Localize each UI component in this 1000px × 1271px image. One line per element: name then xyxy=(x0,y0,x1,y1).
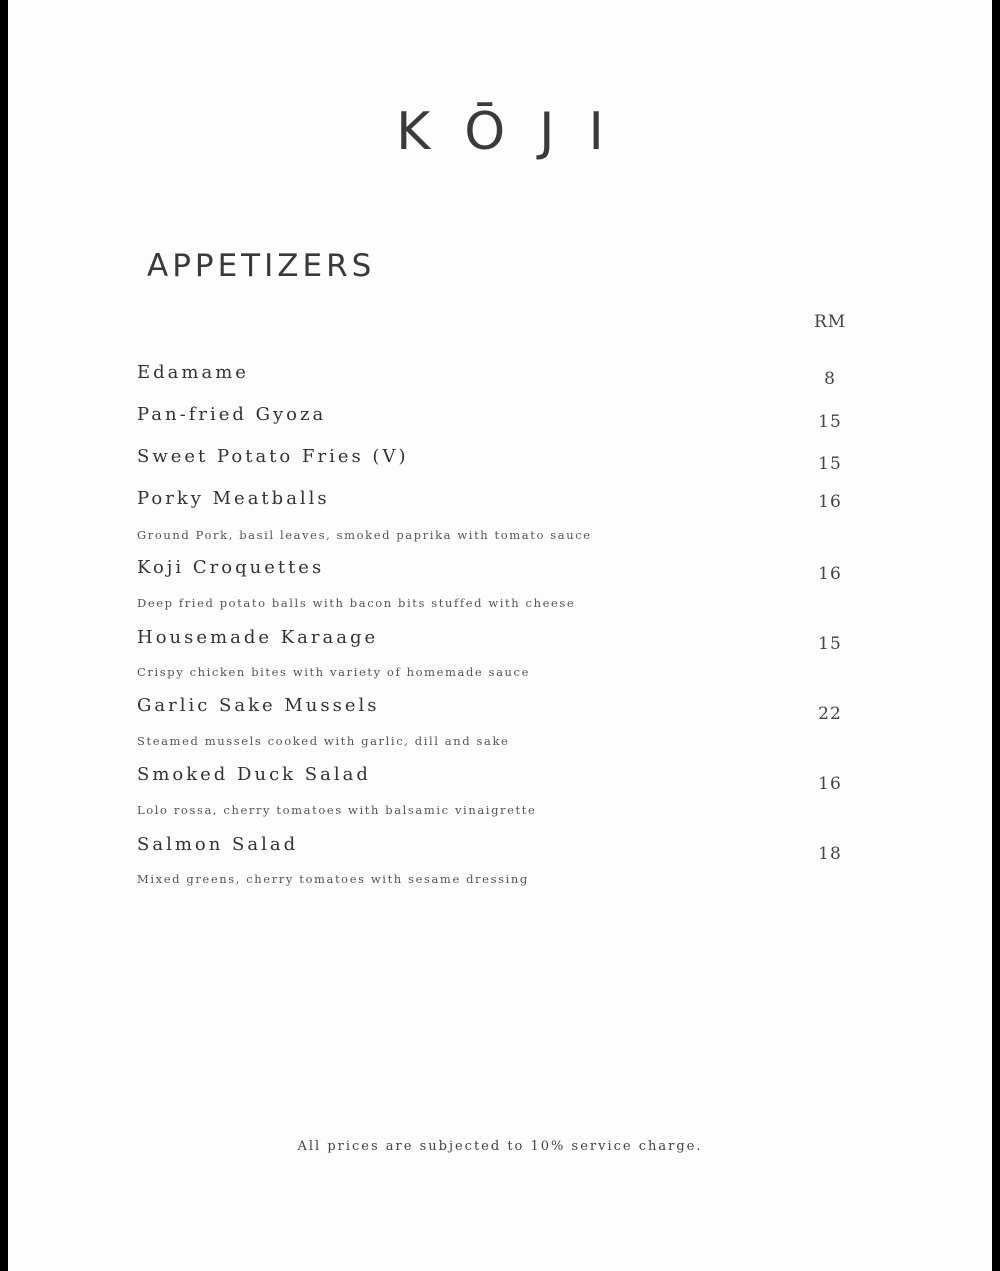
menu-item-price: 8 xyxy=(824,369,836,389)
menu-item-name: Sweet Potato Fries (V) xyxy=(137,446,409,467)
menu-item-name: Garlic Sake Mussels xyxy=(137,695,380,716)
menu-item-description: Steamed mussels cooked with garlic, dill and sake xyxy=(137,734,510,748)
menu-item-price: 16 xyxy=(818,492,842,512)
currency-label: RM xyxy=(814,312,847,332)
menu-item-price: 16 xyxy=(818,564,842,584)
menu-item-name: Edamame xyxy=(137,362,249,383)
menu-item-name: Smoked Duck Salad xyxy=(137,764,371,785)
menu-page xyxy=(8,0,992,1271)
menu-item-name: Housemade Karaage xyxy=(137,627,379,648)
service-charge-note: All prices are subjected to 10% service charge. xyxy=(297,1139,703,1154)
menu-item-description: Lolo rossa, cherry tomatoes with balsamic vinaigrette xyxy=(137,803,537,817)
menu-item-price: 15 xyxy=(818,454,842,474)
menu-item-price: 18 xyxy=(818,844,842,864)
menu-item-description: Deep fried potato balls with bacon bits stuffed with cheese xyxy=(137,596,576,610)
brand-logo: KŌJI xyxy=(396,102,638,162)
menu-item-name: Porky Meatballs xyxy=(137,488,330,509)
menu-item-description: Crispy chicken bites with variety of homemade sauce xyxy=(137,665,530,679)
menu-item-name: Pan-fried Gyoza xyxy=(137,404,327,425)
menu-item-name: Koji Croquettes xyxy=(137,557,325,578)
section-title: APPETIZERS xyxy=(147,248,376,284)
menu-item-description: Mixed greens, cherry tomatoes with sesame dressing xyxy=(137,872,529,886)
menu-item-price: 22 xyxy=(818,704,842,724)
menu-item-description: Ground Pork, basil leaves, smoked paprika with tomato sauce xyxy=(137,528,592,542)
menu-item-price: 15 xyxy=(818,412,842,432)
menu-item-name: Salmon Salad xyxy=(137,834,299,855)
menu-item-price: 15 xyxy=(818,634,842,654)
menu-item-price: 16 xyxy=(818,774,842,794)
